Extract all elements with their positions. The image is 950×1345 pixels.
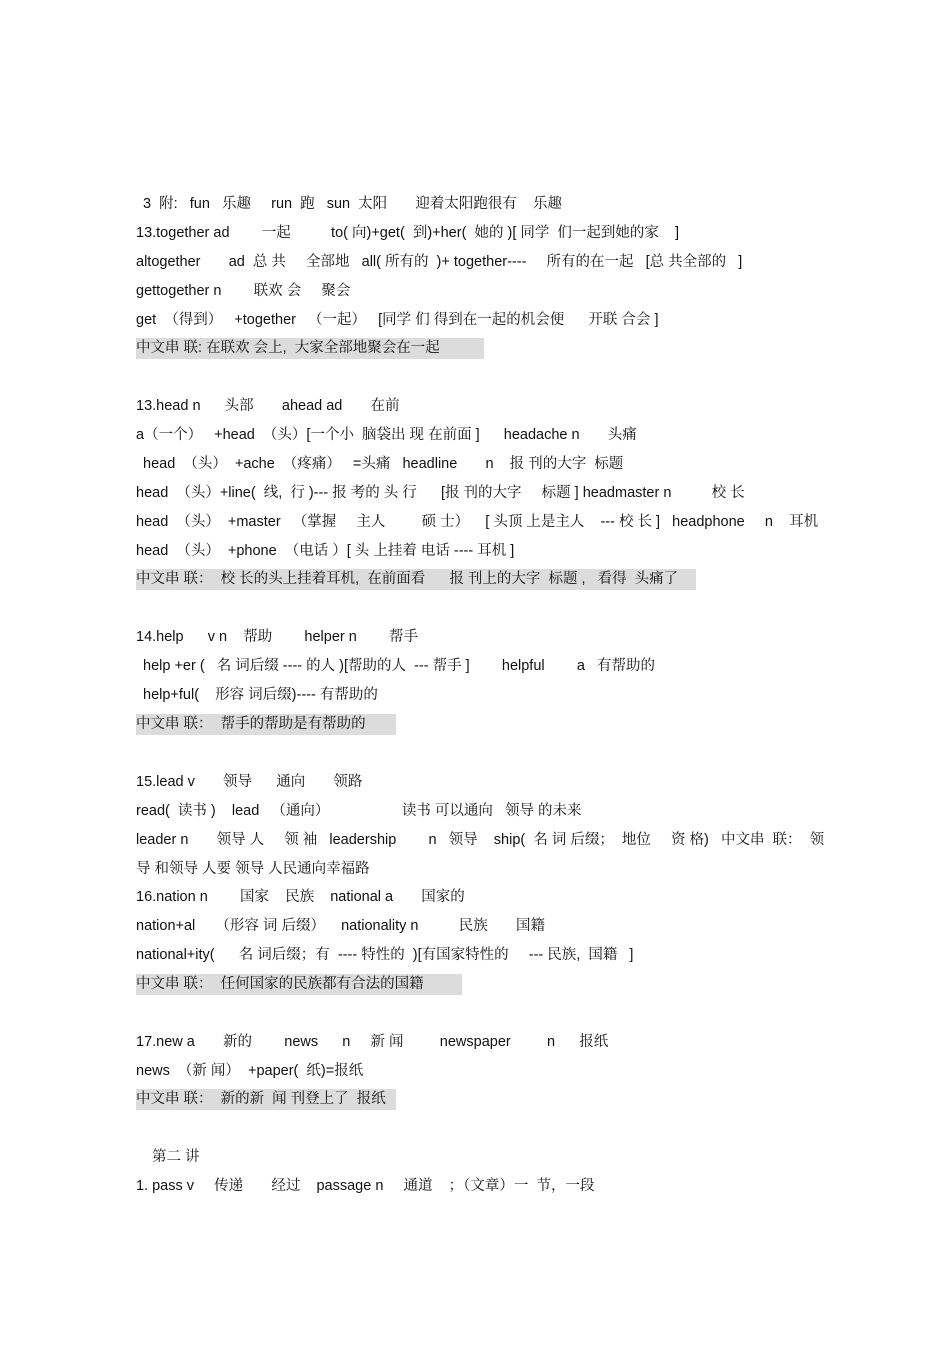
summary-line bbox=[136, 334, 826, 363]
text-line: head （头） +phone （电话 ）[ 头 上挂着 电话 ---- 耳机 ] bbox=[136, 542, 515, 559]
blank-line bbox=[136, 1115, 826, 1144]
highlighted-summary: 中文串 联： 新的新 闻 刊登上了 报纸 bbox=[136, 1089, 396, 1110]
summary-line bbox=[136, 970, 826, 999]
text-line: 1. pass v 传递 经过 passage n 通道 ；（文章）一 节，一段 bbox=[136, 1178, 595, 1195]
text-line: head （头） +master （掌握 主人 硕 士） [ 头顶 上是主人 --- 校 长 ] headphone n 耳机 bbox=[136, 513, 819, 530]
text-line: head （头） +ache （疼痛） =头痛 headline n 报 刊的大字 标题 bbox=[143, 456, 624, 473]
highlighted-summary: 中文串 联: 在联欢 会上, 大家全部地聚会在一起 bbox=[136, 338, 484, 359]
text-line: nation+al （形容 词 后缀） nationality n 民族 国籍 bbox=[136, 918, 545, 935]
blank-line bbox=[136, 999, 826, 1028]
text-line: 15.lead v 领导 通向 领路 bbox=[136, 773, 363, 790]
summary-line bbox=[136, 1086, 826, 1115]
highlighted-summary: 中文串 联： 任何国家的民族都有合法的国籍 bbox=[136, 974, 462, 995]
blank-line bbox=[136, 594, 826, 623]
highlighted-summary: 中文串 联： 帮手的帮助是有帮助的 bbox=[136, 714, 396, 735]
text-line: 13.head n 头部 ahead ad 在前 bbox=[136, 398, 400, 415]
text-line: altogether ad 总 共 全部地 all( 所有的 )+ together---- 所有的在一起 [总 共全部的 ] bbox=[136, 253, 743, 270]
text-line: head （头）+line( 线, 行 )--- 报 考的 头 行 [报 刊的大字 标题 ] headmaster n 校 长 bbox=[136, 484, 745, 501]
text-line: help+ful( 形容 词后缀)---- 有帮助的 bbox=[143, 687, 378, 704]
text-line: 14.help v n 帮助 helper n 帮手 bbox=[136, 629, 419, 646]
text-line: 第二 讲 bbox=[152, 1149, 200, 1166]
text-line: 17.new a 新的 news n 新 闻 newspaper n 报纸 bbox=[136, 1033, 609, 1050]
text-line: national+ity( 名 词后缀；有 ---- 特性的 )[有国家特性的 --- 民族, 国籍 ] bbox=[136, 947, 634, 964]
text-line: a（一个） +head （头）[一个小 脑袋出 现 在前面 ] headache n 头痛 bbox=[136, 427, 637, 444]
summary-line bbox=[136, 710, 826, 739]
summary-line bbox=[136, 566, 826, 595]
text-line: get （得到） +together （一起） [同学 们 得到在一起的机会便 开联 合会 ] bbox=[136, 311, 659, 328]
blank-line bbox=[136, 363, 826, 392]
text-line: news （新 闻） +paper( 纸)=报纸 bbox=[136, 1062, 364, 1079]
highlighted-summary: 中文串 联： 校 长的头上挂着耳机, 在前面看 报 刊上的大字 标题 , 看得 头痛了 bbox=[136, 569, 696, 590]
text-line: leader n 领导 人 领 袖 leadership n 领导 ship( 名 词 后缀； 地位 资 格) 中文串 联： 领导 和领导 人要 领导 人民通向幸福路 bbox=[136, 831, 825, 877]
document-body bbox=[136, 190, 826, 1201]
text-line: gettogether n 联欢 会 聚会 bbox=[136, 282, 351, 299]
text-line: help +er ( 名 词后缀 ---- 的人 )[帮助的人 --- 帮手 ] helpful a 有帮助的 bbox=[143, 658, 655, 675]
text-line: read( 读书 ) lead （通向） 读书 可以通向 领导 的未来 bbox=[136, 802, 582, 819]
blank-line bbox=[136, 739, 826, 768]
text-line: 13.together ad 一起 to( 向)+get( 到)+her( 她的 )[ 同学 们一起到她的家 ] bbox=[136, 224, 680, 241]
text-line: 3 附: fun 乐趣 run 跑 sun 太阳 迎着太阳跑很有 乐趣 bbox=[143, 196, 562, 212]
text-line: 16.nation n 国家 民族 national a 国家的 bbox=[136, 889, 465, 906]
